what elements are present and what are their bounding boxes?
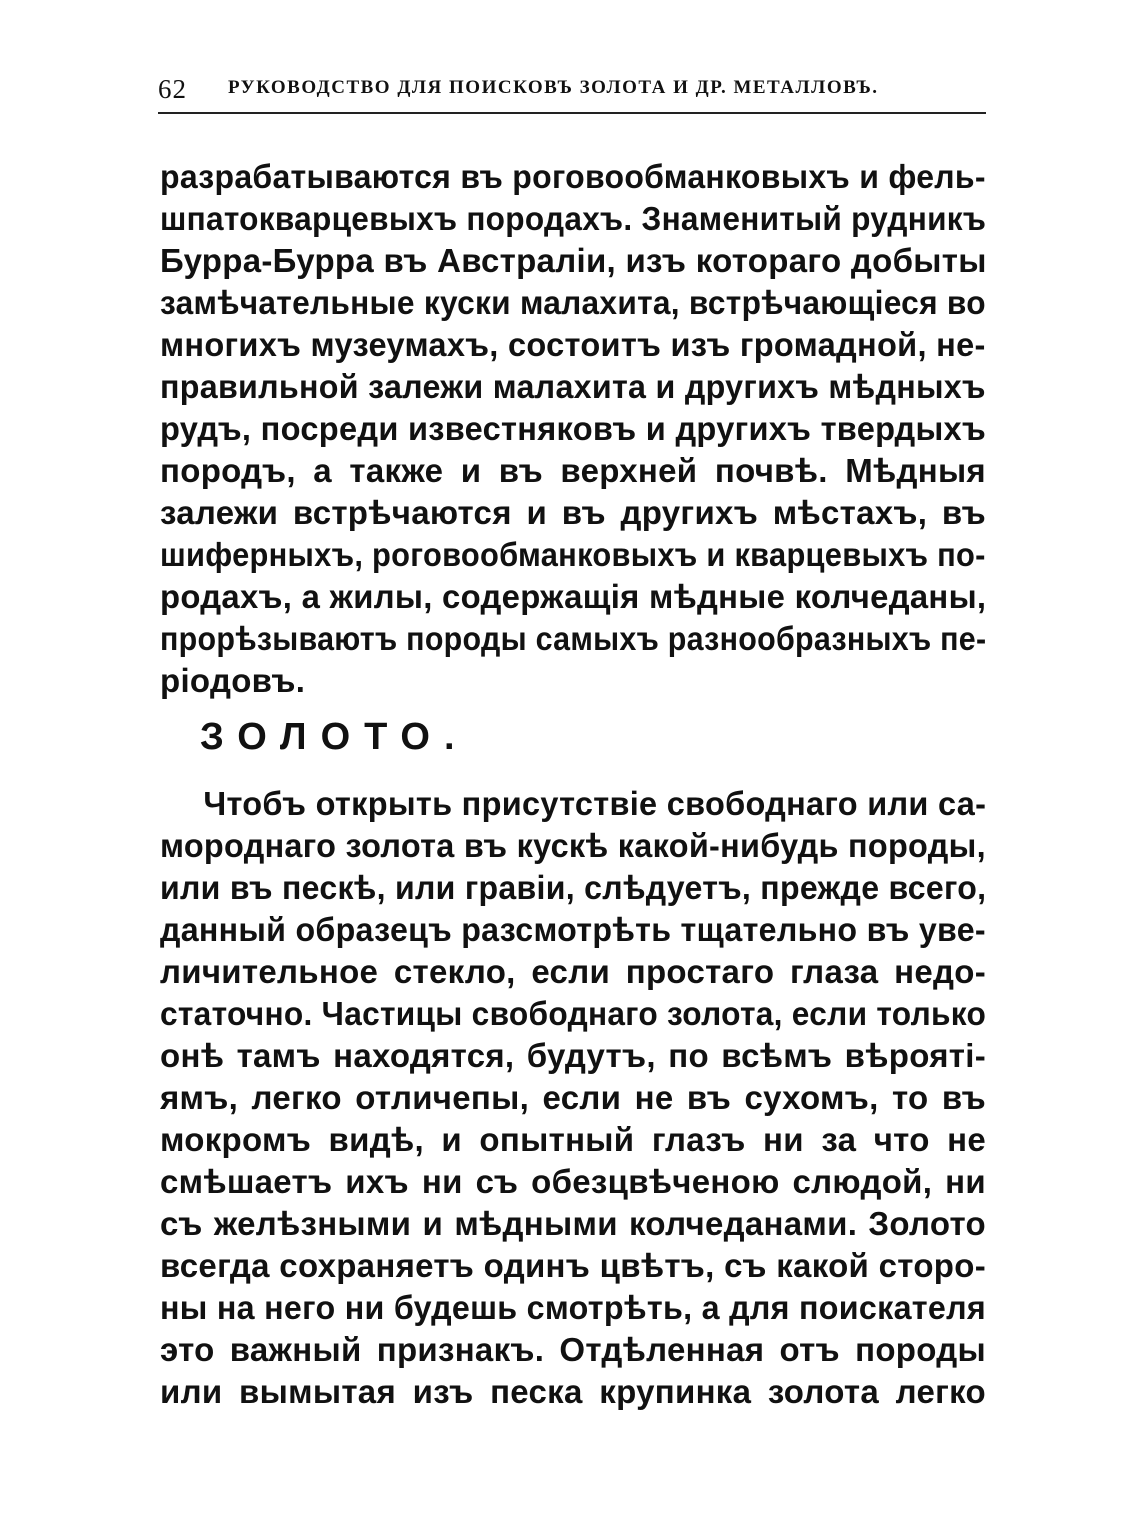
text-line: Бурра-Бурра въ Австраліи, изъ котораго добыты <box>160 242 987 279</box>
paragraph-gold <box>160 783 986 1413</box>
text-line: личительное стекло, если простаго глаза недо- <box>160 953 986 990</box>
text-line: замѣчательные куски малахита, встрѣчающіеся во <box>160 284 986 321</box>
running-head <box>158 72 988 112</box>
section-heading-gold: ЗОЛОТО. <box>200 716 469 758</box>
text-line: ріодовъ. <box>160 662 306 699</box>
text-line: многихъ музеумахъ, состоитъ изъ громадной, не- <box>160 326 986 363</box>
paragraph-copper-deposits <box>160 156 986 702</box>
text-line: шиферныхъ, роговообманковыхъ и кварцевыхъ по- <box>160 536 986 573</box>
text-line: статочно. Частицы свободнаго золота, если только <box>160 995 987 1032</box>
text-line: шпатокварцевыхъ породахъ. Знаменитый рудникъ <box>160 200 987 237</box>
text-line: смѣшаетъ ихъ ни съ обезцвѣченою слюдой, ни <box>160 1163 986 1200</box>
text-line: мороднаго золота въ кускѣ какой-нибудь породы, <box>160 827 986 864</box>
text-line: правильной залежи малахита и другихъ мѣдныхъ <box>160 368 986 405</box>
text-line: съ желѣзными и мѣдными колчеданами. Золото <box>160 1205 986 1242</box>
running-title: РУКОВОДСТВО ДЛЯ ПОИСКОВЪ ЗОЛОТА И ДР. МЕТАЛЛОВЪ. <box>228 77 879 98</box>
text-line: ны на него ни будешь смотрѣть, а для поискателя <box>160 1289 987 1326</box>
text-line: онѣ тамъ находятся, будутъ, по всѣмъ вѣроятi- <box>160 1037 986 1074</box>
text-line: прорѣзываютъ породы самыхъ разнообразныхъ пе- <box>160 620 987 657</box>
text-line: породъ, а также и въ верхней почвѣ. Мѣдныя <box>160 452 986 489</box>
text-line: ямъ, легко отличепы, если не въ сухомъ, то въ <box>160 1079 986 1116</box>
text-line: или въ пескѣ, или гравіи, слѣдуетъ, прежде всего, <box>160 869 987 906</box>
text-line: всегда сохраняетъ одинъ цвѣтъ, съ какой сторо- <box>160 1247 986 1284</box>
page-number: 62 <box>158 74 187 104</box>
text-line: это важный признакъ. Отдѣленная отъ породы <box>160 1331 986 1368</box>
text-line: Чтобъ открыть присутствіе свободнаго или са- <box>203 785 987 822</box>
text-line: данный образецъ разсмотрѣть тщательно въ уве- <box>160 911 986 948</box>
text-line: залежи встрѣчаются и въ другихъ мѣстахъ, въ <box>160 494 986 531</box>
header-rule <box>158 112 986 114</box>
text-line: разрабатываются въ роговообманковыхъ и фель- <box>160 158 986 195</box>
text-line: мокромъ видѣ, и опытный глазъ ни за что не <box>160 1121 986 1158</box>
text-line: или вымытая изъ песка крупинка золота легко <box>160 1373 986 1410</box>
text-line: родахъ, а жилы, содержащія мѣдные колчеданы, <box>160 578 987 615</box>
text-line: рудъ, посреди известняковъ и другихъ твердыхъ <box>160 410 987 447</box>
